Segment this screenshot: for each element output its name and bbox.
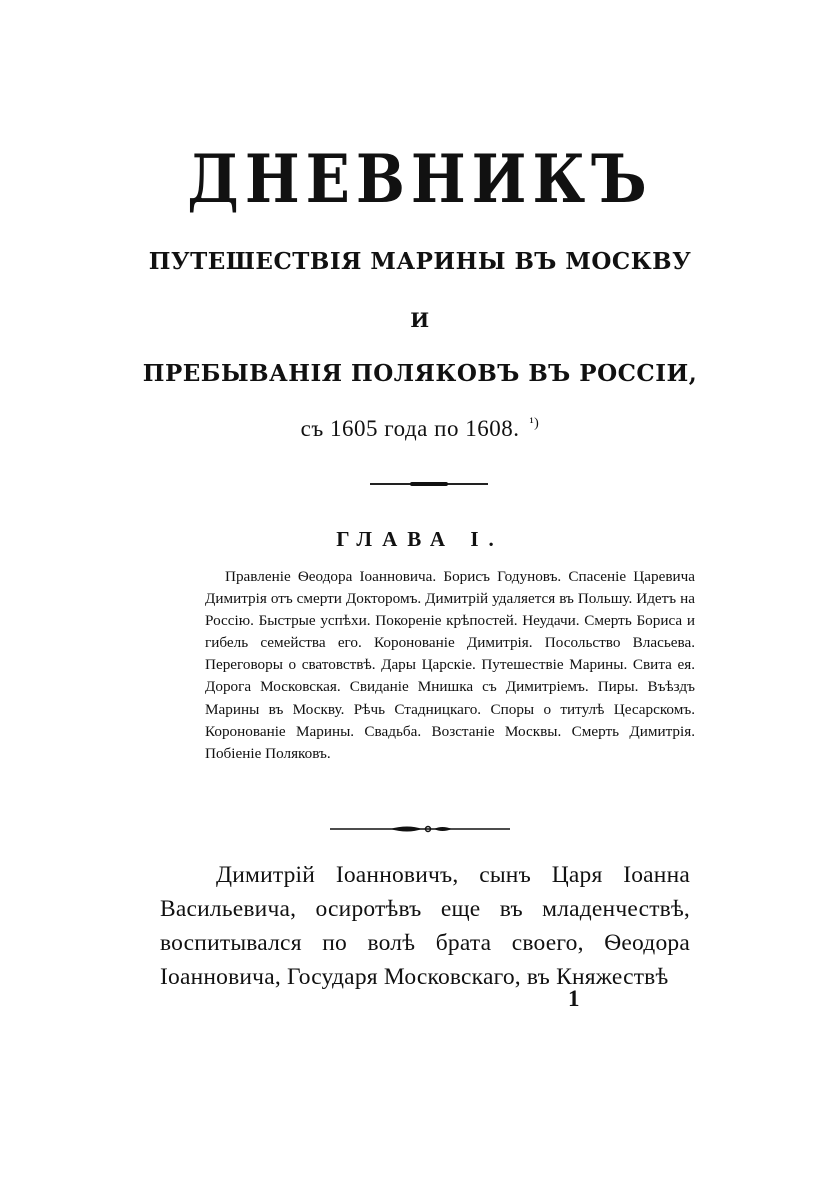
footnote-marker: ¹): [529, 416, 540, 432]
chapter-summary: Правленіе Ѳеодора Іоанновича. Борисъ Годуновъ. Спасеніе Царевича Димитрія отъ смерти Докторомъ. Димитрій удаляется въ Польшу. Идетъ на Россію. Быстрые успѣхи. Покореніе крѣпостей. Неудачи. Смерть Бориса и гибель семейства его. Коронованіе Димитрія. Посольство Власьева. Переговоры о сватовствѣ. Дары Царскіе. Путешествіе Марины. Свита ея. Дорога Московская. Свиданіе Мнишка съ Димитріемъ. Пиры. Въѣздъ Марины въ Москву. Рѣчь Стадницкаго. Споры о титулѣ Цесарскомъ. Коронованіе Марины. Свадьба. Возстаніе Москвы. Смерть Димитрія. Побіеніе Поляковъ.: [205, 568, 695, 762]
ornament-divider: [330, 824, 510, 834]
body-paragraph: Димитрій Іоанновичъ, сынъ Царя Іоанна Васильевича, осиротѣвъ еще въ младенчествѣ, воспитывался по волѣ брата своего, Ѳеодора Іоанновича, Государя Московскаго, въ Княжествѣ: [160, 862, 690, 990]
subtitle-line-1: ПУТЕШЕСТВІЯ МАРИНЫ ВЪ МОСКВУ: [148, 248, 692, 275]
subtitle-conjunction: И: [410, 308, 430, 332]
page-title: ДНЕВНИКЪ: [187, 139, 653, 219]
date-range: [0, 416, 840, 442]
title-divider: [370, 483, 488, 485]
chapter-heading: ГЛАВА I.: [336, 527, 504, 551]
date-range-text: съ 1605 года по 1608.: [300, 416, 520, 441]
subtitle-line-3: ПРЕБЫВАНІЯ ПОЛЯКОВЪ ВЪ РОССІИ,: [142, 360, 698, 387]
page-number: 1: [568, 986, 580, 1011]
